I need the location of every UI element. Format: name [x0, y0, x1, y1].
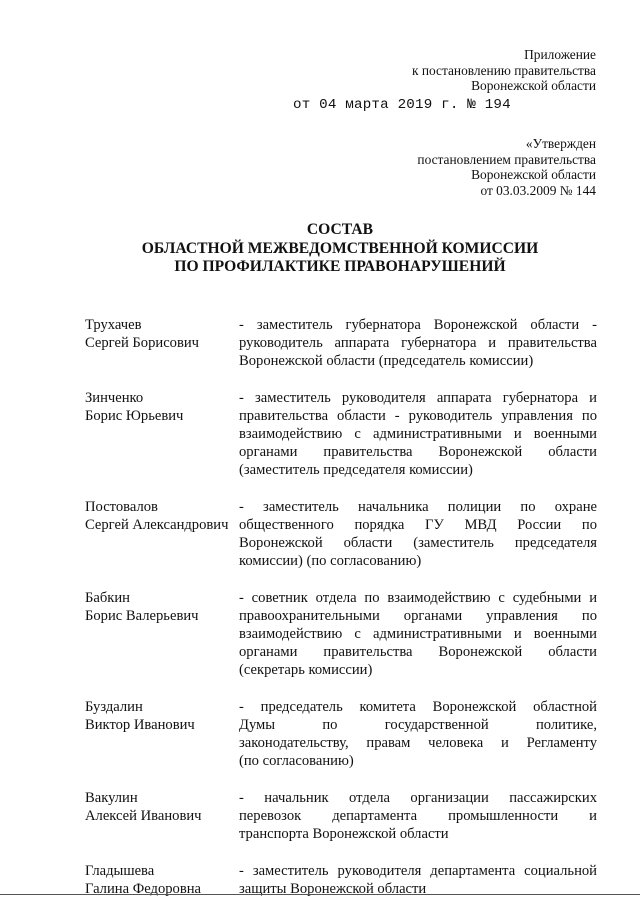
- approval-line: постановлением правительства: [417, 151, 596, 167]
- member-role-line: - заместитель руководителя департамента социальной: [239, 863, 597, 879]
- member-role: [239, 698, 597, 770]
- member-role-line: руководитель аппарата губернатора и правительства: [239, 335, 597, 351]
- member-name-surname: Гладышева: [85, 863, 155, 879]
- member-name-surname: Вакулин: [85, 790, 138, 806]
- member-role-line: взаимодействию с административными и военными: [239, 626, 597, 642]
- member-entry: [85, 698, 597, 770]
- member-name: [85, 789, 235, 825]
- member-name: [85, 589, 235, 625]
- approval-block: [417, 136, 596, 198]
- appendix-line: Воронежской области: [471, 78, 596, 93]
- member-name: [85, 389, 235, 425]
- member-name-surname: Буздалин: [85, 699, 143, 715]
- member-role-line: - заместитель начальника полиции по охране: [239, 499, 597, 515]
- approval-line: «Утвержден: [525, 136, 596, 151]
- member-role-line: (заместитель председателя комиссии): [239, 462, 473, 478]
- member-role-line: комиссии) (по согласованию): [239, 553, 422, 569]
- member-name-given: Борис Юрьевич: [85, 408, 184, 424]
- member-name-surname: Зинченко: [85, 390, 144, 406]
- member-role: [239, 589, 597, 679]
- member-name: [85, 698, 235, 734]
- member-role-line: взаимодействию с административными и военными: [239, 426, 597, 442]
- member-role-line: (секретарь комиссии): [239, 662, 373, 678]
- member-role: [239, 862, 597, 898]
- title-line: СОСТАВ: [306, 221, 374, 238]
- member-role-line: - начальник отдела организации пассажирских: [239, 790, 597, 806]
- appendix-block: [412, 47, 596, 94]
- title-line: ПО ПРОФИЛАКТИКЕ ПРАВОНАРУШЕНИЙ: [174, 258, 506, 275]
- member-role-line: Воронежской области (председатель комиссии): [239, 353, 534, 369]
- member-entry: [85, 316, 597, 370]
- member-name-surname: Трухачев: [85, 317, 142, 333]
- member-entry: [85, 589, 597, 679]
- member-role-line: транспорта Воронежской области: [239, 826, 449, 842]
- member-entry: [85, 789, 597, 843]
- member-role-line: - председатель комитета Воронежской областной: [239, 699, 597, 715]
- member-role-line: общественного порядка ГУ МВД России по: [239, 517, 597, 533]
- member-role-line: правоохранительными органами управления по: [239, 608, 597, 624]
- member-name-given: Сергей Александрович: [85, 517, 229, 533]
- member-name-surname: Бабкин: [85, 590, 130, 606]
- member-role-line: правительства области - руководитель управления по: [239, 408, 597, 424]
- member-role: [239, 316, 597, 370]
- member-role-line: законодательству, правам человека и Регламенту: [239, 735, 597, 751]
- member-role: [239, 498, 597, 570]
- member-role: [239, 389, 597, 479]
- member-name-surname: Постовалов: [85, 499, 158, 515]
- member-name: [85, 498, 235, 534]
- approval-line: Воронежской области: [471, 167, 596, 182]
- member-role-line: органами правительства Воронежской области: [239, 444, 597, 460]
- member-role-line: перевозок департамента промышленности и: [239, 808, 597, 824]
- member-name: [85, 316, 235, 352]
- member-role: [239, 789, 597, 843]
- member-entry: [85, 862, 597, 898]
- member-name-given: Алексей Иванович: [85, 808, 202, 824]
- member-name-given: Борис Валерьевич: [85, 608, 199, 624]
- appendix-line: к постановлению правительства: [411, 62, 596, 78]
- appendix-line: Приложение: [524, 47, 596, 62]
- member-entry: [85, 389, 597, 479]
- member-role-line: органами правительства Воронежской области: [239, 644, 597, 660]
- member-role-line: (по согласованию): [239, 753, 354, 769]
- member-role-line: - заместитель губернатора Воронежской области -: [239, 317, 597, 333]
- approval-line: от 03.03.2009 № 144: [480, 182, 596, 198]
- member-role-line: - советник отдела по взаимодействию с судебными и: [239, 590, 597, 606]
- title-line: ОБЛАСТНОЙ МЕЖВЕДОМСТВЕННОЙ КОМИССИИ: [141, 239, 539, 257]
- member-name: [85, 862, 235, 898]
- member-role-line: Воронежской области (заместитель председателя: [239, 535, 597, 551]
- member-role-line: защиты Воронежской области: [239, 881, 427, 897]
- member-name-given: Галина Федоровна: [85, 881, 202, 897]
- member-name-given: Виктор Иванович: [85, 717, 195, 733]
- member-name-given: Сергей Борисович: [85, 335, 200, 351]
- member-role-line: Думы по государственной политике,: [239, 717, 597, 733]
- decree-number: от 04 марта 2019 г. № 194: [293, 97, 511, 113]
- page-bottom-rule: [0, 894, 640, 895]
- member-role-line: - заместитель руководителя аппарата губернатора и: [239, 390, 597, 406]
- document-title: [0, 221, 640, 277]
- member-list: [85, 316, 597, 898]
- member-entry: [85, 498, 597, 570]
